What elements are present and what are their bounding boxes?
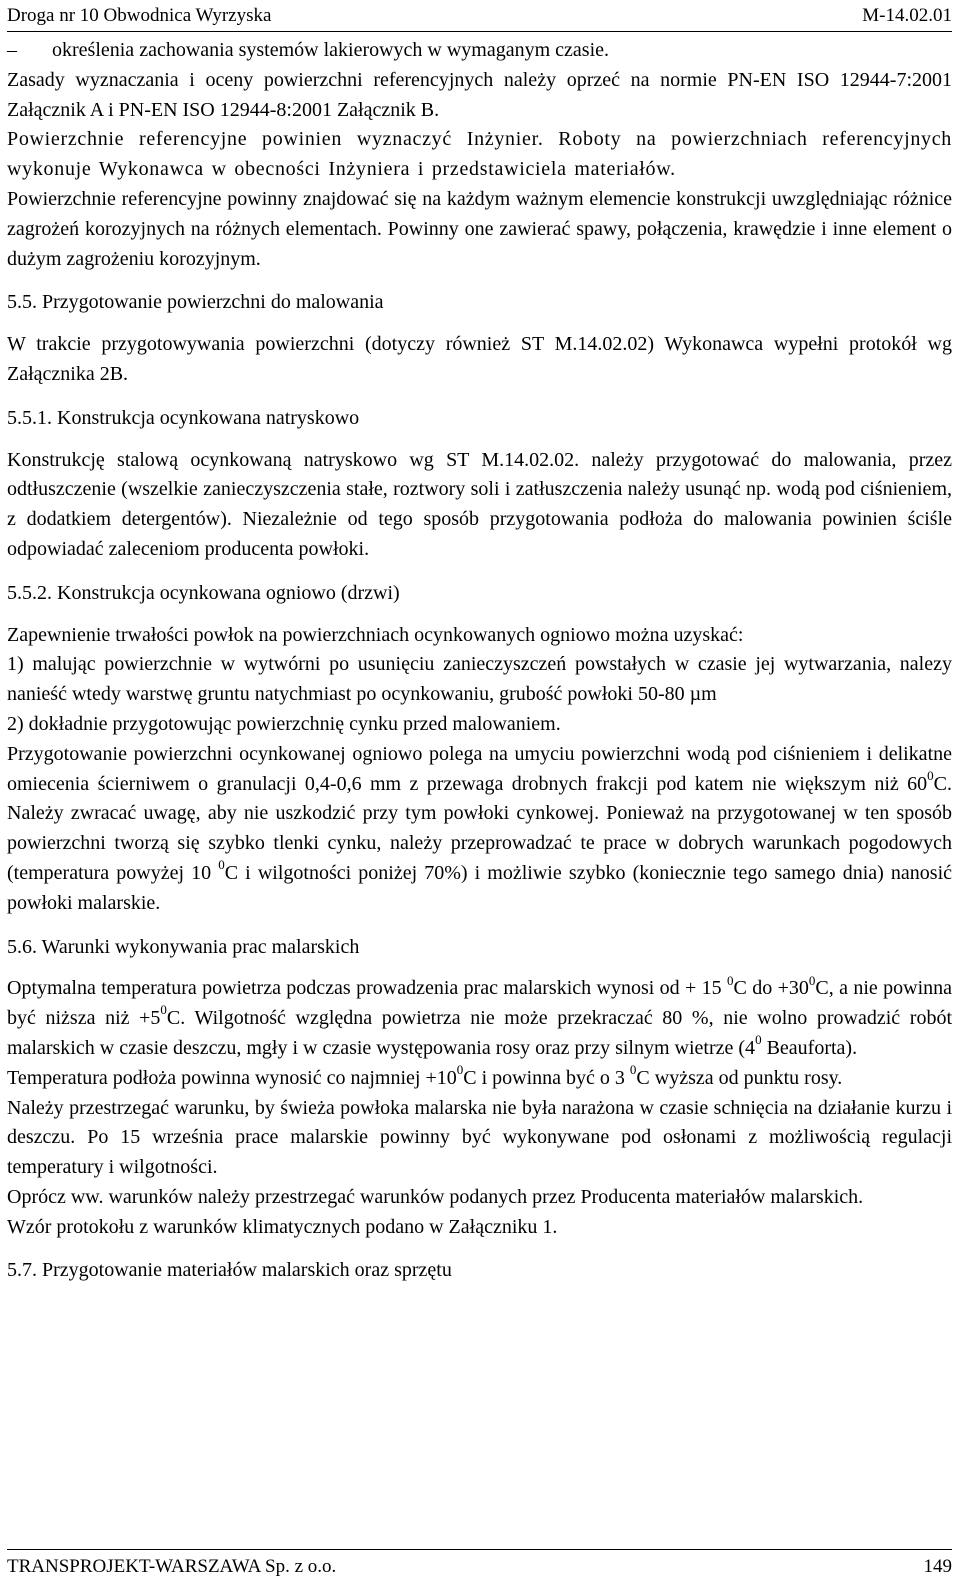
footer-company: TRANSPROJEKT-WARSZAWA Sp. z o.o. [7, 1556, 337, 1577]
text-run: C i powinna być o 3 [463, 1066, 625, 1089]
text-run: C. Należy zwracać uwagę, aby nie uszkodzić przy tym powłoki cynkowej. Ponieważ na przygotowanej w ten sposób powierzchni tworzą się szybko tlenki cynku, należy przeprowadzać te prace w dobrych warunkach pogodowych (temperatura powyżej 10 [7, 772, 952, 884]
paragraph-reference-surfaces: Powierzchnie referencyjne powinien wyznaczyć Inżynier. Roboty na powierzchniach referencyjnych wykonuje Wykonawca w obecności Inżyniera i przedstawiciela materiałów. [7, 128, 952, 181]
paragraph-method-1: 1) malując powierzchnie w wytwórni po usunięciu zanieczyszczeń powstałych w czasie jej wytwarzania, nalezy nanieść wtedy warstwę gruntu natychmiast po ocynkowaniu, grubość powłoki 50-80 µm [7, 653, 952, 706]
paragraph-fresh-coating: Należy przestrzegać warunku, by świeża powłoka malarska nie była narażona w czasie schnięcia na działanie kurzu i deszczu. Po 15 września prace malarskie powinny być wykonywane pod osłonami z możliwością regulacji temperatury i wilgotności. [7, 1096, 952, 1179]
document-body [7, 36, 952, 1286]
page-header [7, 3, 952, 32]
text-run: C. Wilgotność względna powietrza nie może przekraczać 80 %, nie wolno prowadzić robót malarskich w czasie deszczu, mgły i w czasie występowania rosy oraz przy silnym wietrze (4 [7, 1007, 953, 1059]
header-spec-code: M-14.02.01 [862, 5, 952, 26]
paragraph-manufacturer-conditions: Oprócz ww. warunków należy przestrzegać warunków podanych przez Producenta materiałów malarskich. [7, 1185, 864, 1208]
paragraph-optimal-temperature [7, 974, 952, 1063]
degree-superscript: 0 [808, 972, 816, 988]
text-run: Optymalna temperatura powietrza podczas prowadzenia prac malarskich wynosi od + 15 [7, 977, 722, 1000]
text-run: Temperatura podłoża powinna wynosić co najmniej +10 [7, 1066, 457, 1089]
text-run: C wyższa od punktu rosy. [636, 1066, 843, 1089]
text-run: C i wilgotności poniżej 70%) i możliwie szybko (koniecznie tego samego dnia) nanosić powłoki malarskie. [7, 861, 952, 914]
text-run: C do +30 [733, 977, 809, 1000]
paragraph-method-2: 2) dokładnie przygotowując powierzchnię cynku przed malowaniem. [7, 712, 561, 735]
paragraph-durability: Zapewnienie trwałości powłok na powierzchniach ocynkowanych ogniowo można uzyskać: [7, 623, 744, 646]
paragraph-substrate-temperature [7, 1064, 952, 1094]
degree-superscript: 0 [927, 767, 934, 783]
degree-superscript: 0 [456, 1062, 464, 1078]
footer-page-number: 149 [923, 1556, 952, 1577]
degree-superscript: 0 [218, 857, 225, 873]
degree-superscript: 0 [629, 1062, 637, 1078]
bullet-text: określenia zachowania systemów lakierowych w wymaganym czasie. [52, 39, 610, 61]
section-heading-5-5-1: 5.5.1. Konstrukcja ocynkowana natryskowo [7, 406, 360, 429]
header-road-title: Droga nr 10 Obwodnica Wyrzyska [7, 5, 272, 26]
text-run: Beauforta). [766, 1036, 858, 1059]
degree-superscript: 0 [755, 1032, 762, 1048]
paragraph-protocol: W trakcie przygotowywania powierzchni (dotyczy również ST M.14.02.02) Wykonawca wypełni protokół wg Załącznika 2B. [7, 333, 952, 385]
paragraph-hot-dip-preparation [7, 740, 952, 919]
section-heading-5-7: 5.7. Przygotowanie materiałów malarskich oraz sprzętu [7, 1259, 452, 1282]
paragraph-climate-protocol: Wzór protokołu z warunków klimatycznych podano w Załączniku 1. [7, 1215, 558, 1238]
paragraph-standards: Zasady wyznaczania i oceny powierzchni referencyjnych należy oprzeć na normie PN-EN ISO 12944-7:2001 Załącznik A i PN-EN ISO 12944-8:2001 Załącznik B. [7, 68, 952, 121]
text-run: Przygotowanie powierzchni ocynkowanej ogniowo polega na umyciu powierzchni wodą pod ciśnieniem i delikatne omiecenia ścierniwem o granulacji 0,4-0,6 mm z przewaga drobnych frakcji pod katem nie większym niż 60 [7, 742, 952, 795]
text-run: C, a nie powinna być niższa niż +5 [7, 977, 953, 1030]
page-footer [7, 1549, 952, 1584]
paragraph-reference-elements: Powierzchnie referencyjne powinny znajdować się na każdym ważnym elemencie konstrukcji uwzględniając różnice zagrożeń korozyjnych na różnych elementach. Powinny one zawierać spawy, połączenia, krawędzie i inne element o dużym zagrożeniu korozyjnym. [7, 187, 952, 270]
dash-bullet-icon: – [7, 39, 17, 61]
section-heading-5-6: 5.6. Warunki wykonywania prac malarskich [7, 935, 360, 958]
degree-superscript: 0 [160, 1002, 167, 1018]
degree-superscript: 0 [727, 972, 734, 988]
bullet-item [7, 36, 952, 66]
paragraph-spray-galvanized: Konstrukcję stalową ocynkowaną natryskowo wg ST M.14.02.02. należy przygotować do malowania, przez odtłuszczenie (wszelkie zanieczyszczenia stałe, roztwory soli i zatłuszczenia należy usunąć np. wodą pod ciśnieniem, z dodatkiem detergentów). Niezależnie od tego sposób przygotowania podłoża do malowania powinien ściśle odpowiadać zaleceniom producenta powłoki. [7, 448, 952, 560]
section-heading-5-5: 5.5. Przygotowanie powierzchni do malowania [7, 291, 384, 314]
section-heading-5-5-2: 5.5.2. Konstrukcja ocynkowana ogniowo (drzwi) [7, 581, 400, 604]
